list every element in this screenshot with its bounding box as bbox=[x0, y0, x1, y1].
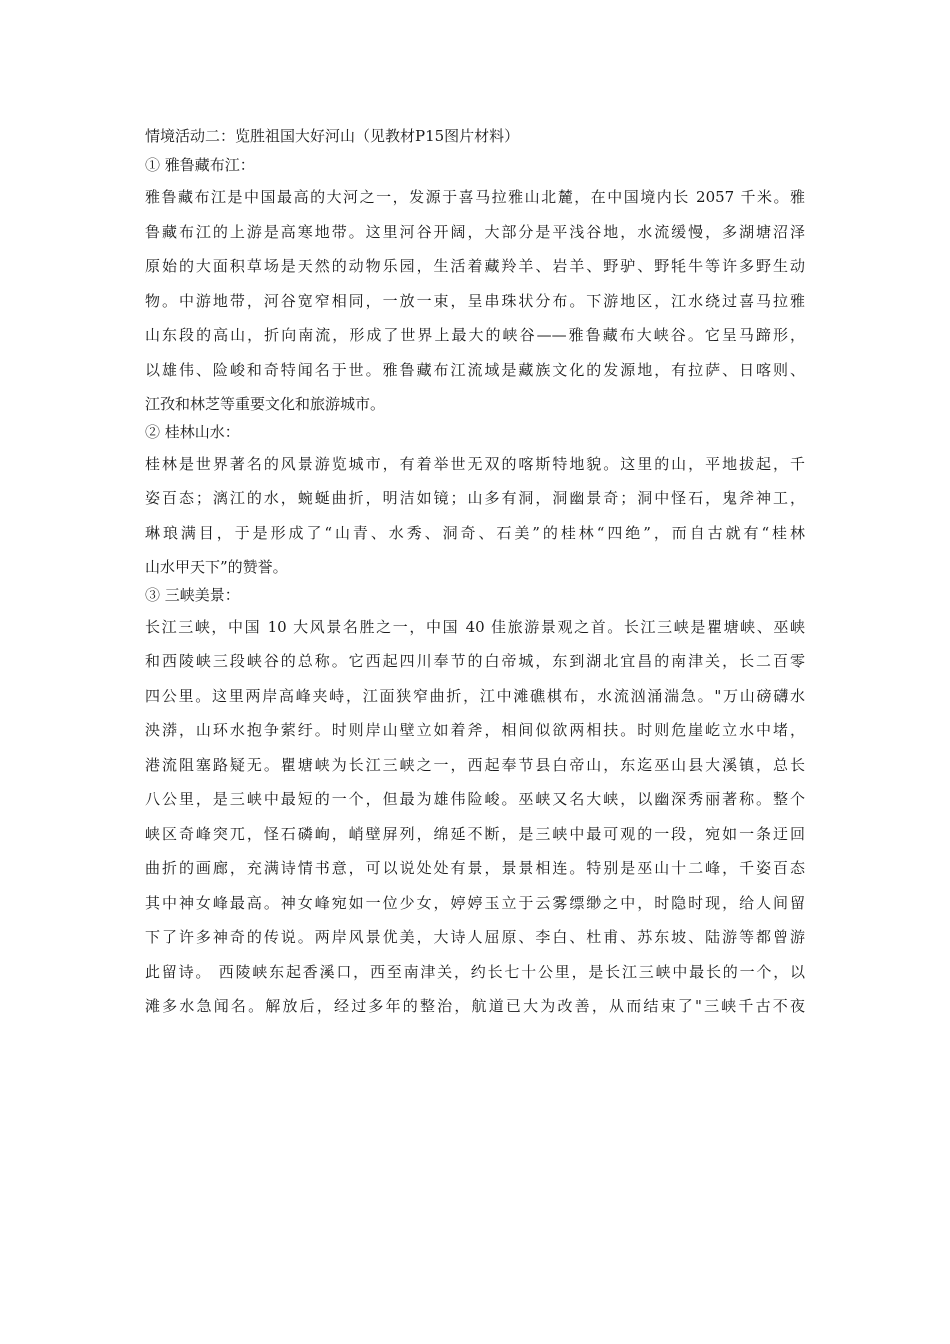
paragraph-line: 下了许多神奇的传说。两岸风景优美，大诗人屈原、李白、杜甫、苏东坡、陆游等都曾游 bbox=[145, 928, 805, 946]
paragraph-line: 港流阻塞路疑无。瞿塘峡为长江三峡之一，西起奉节县白帝山，东迄巫山县大溪镇，总长 bbox=[145, 755, 805, 774]
section-heading: ③ 三峡美景： bbox=[145, 585, 240, 604]
paragraph-line: 滩多水急闻名。解放后，经过多年的整治，航道已大为改善，从而结束了"三峡千古不夜 bbox=[145, 997, 805, 1015]
document-title: 情境活动二：览胜祖国大好河山（见教材P15图片材料） bbox=[145, 127, 520, 145]
section-paragraph bbox=[145, 610, 805, 1024]
section-yarlung-tsangpo bbox=[145, 153, 805, 422]
section-guilin bbox=[145, 420, 805, 585]
paragraph-line: 桂林是世界著名的风景游览城市，有着举世无双的喀斯特地貌。这里的山，平地拔起，千 bbox=[145, 454, 805, 473]
section-heading: ① 雅鲁藏布江： bbox=[145, 156, 255, 174]
paragraph-line: 雅鲁藏布江是中国最高的大河之一，发源于喜马拉雅山北麓，在中国境内长 2057 千米。雅 bbox=[145, 188, 805, 206]
paragraph-line: 八公里，是三峡中最短的一个，但最为雄伟险峻。巫峡又名大峡，以幽深秀丽著称。整个 bbox=[145, 790, 805, 808]
paragraph-line: 琳琅满目，于是形成了“山青、水秀、洞奇、石美”的桂林“四绝”，而自古就有“桂林 bbox=[145, 523, 805, 542]
paragraph-line: 曲折的画廊，充满诗情书意，可以说处处有景，景景相连。特别是巫山十二峰，千姿百态 bbox=[145, 859, 805, 877]
paragraph-line: 四公里。这里两岸高峰夹峙，江面狭窄曲折，江中滩礁棋布，水流汹涌湍急。"万山磅礴水 bbox=[145, 686, 805, 705]
paragraph-line: 以雄伟、险峻和奇特闻名于世。雅鲁藏布江流域是藏族文化的发源地，有拉萨、日喀则、 bbox=[145, 360, 805, 379]
paragraph-line: 其中神女峰最高。神女峰宛如一位少女，婷婷玉立于云雾缥缈之中，时隐时现，给人间留 bbox=[145, 893, 805, 912]
section-three-gorges bbox=[145, 583, 805, 1024]
document-body bbox=[145, 124, 805, 1022]
paragraph-line: 长江三峡，中国 10 大风景名胜之一，中国 40 佳旅游景观之首。长江三峡是瞿塘峡、巫峡 bbox=[145, 617, 805, 636]
paragraph-line: 物。中游地带，河谷宽窄相同，一放一束，呈串珠状分布。下游地区，江水绕过喜马拉雅 bbox=[145, 291, 805, 310]
section-paragraph bbox=[145, 180, 805, 422]
paragraph-line: 此留诗。 西陵峡东起香溪口，西至南津关，约长七十公里，是长江三峡中最长的一个，以 bbox=[145, 962, 805, 981]
paragraph-line: 山水甲天下”的赞誉。 bbox=[145, 558, 288, 576]
paragraph-line: 和西陵峡三段峡谷的总称。它西起四川奉节的白帝城，东到湖北宜昌的南津关，长二百零 bbox=[145, 652, 805, 670]
paragraph-line: 姿百态；漓江的水，蜿蜒曲折，明洁如镜；山多有洞，洞幽景奇；洞中怪石，鬼斧神工， bbox=[145, 489, 805, 507]
paragraph-line: 鲁藏布江的上游是高寒地带。这里河谷开阔，大部分是平浅谷地，水流缓慢，多湖塘沼泽 bbox=[145, 222, 805, 241]
section-heading: ② 桂林山水： bbox=[145, 422, 240, 441]
paragraph-line: 原始的大面积草场是天然的动物乐园，生活着藏羚羊、岩羊、野驴、野牦牛等许多野生动 bbox=[145, 257, 805, 275]
paragraph-line: 峡区奇峰突兀，怪石磷峋，峭壁屏列，绵延不断，是三峡中最可观的一段，宛如一条迂回 bbox=[145, 824, 805, 843]
paragraph-line: 江孜和林芝等重要文化和旅游城市。 bbox=[145, 395, 386, 413]
section-paragraph bbox=[145, 447, 805, 585]
paragraph-line: 山东段的高山，折向南流，形成了世界上最大的峡谷——雅鲁藏布大峡谷。它呈马蹄形， bbox=[145, 326, 805, 344]
paragraph-line: 泱漭，山环水抱争萦纡。时则岸山壁立如着斧，相间似欲两相扶。时则危崖屹立水中堵， bbox=[145, 721, 805, 739]
